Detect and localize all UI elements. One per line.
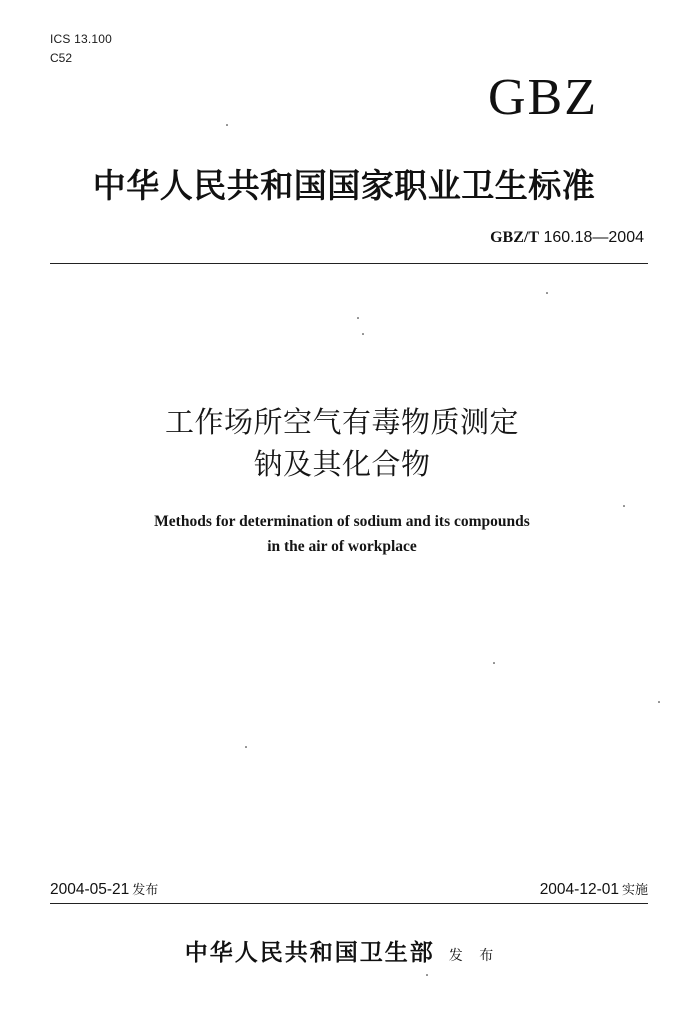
scan-speck bbox=[426, 974, 428, 976]
issuer-line bbox=[0, 938, 684, 971]
implementation-date bbox=[540, 880, 648, 901]
scan-speck bbox=[245, 746, 247, 748]
issuer-action: 发 布 bbox=[448, 948, 500, 964]
chinese-title-line-1: 工作场所空气有毒物质测定 bbox=[164, 405, 519, 439]
scan-speck bbox=[623, 505, 625, 507]
issuer-name: 中华人民共和国卫生部 bbox=[184, 939, 435, 966]
ics-code: ICS 13.100 bbox=[50, 32, 113, 46]
classification-code: C52 bbox=[50, 51, 73, 65]
scan-speck bbox=[658, 701, 660, 703]
scan-speck bbox=[362, 333, 364, 335]
implementation-date-value: 2004-12-01 bbox=[539, 881, 619, 898]
top-divider bbox=[50, 263, 648, 264]
national-standard-title: 中华人民共和国国家职业卫生标准 bbox=[92, 166, 596, 205]
issue-date bbox=[50, 880, 158, 901]
issue-date-label: 发布 bbox=[132, 883, 159, 898]
implementation-date-label: 实施 bbox=[621, 883, 648, 898]
chinese-title-line-2: 钠及其化合物 bbox=[253, 447, 431, 481]
bottom-divider bbox=[50, 903, 648, 904]
english-title-line-1: Methods for determination of sodium and its compounds bbox=[154, 513, 530, 530]
standard-number bbox=[490, 228, 644, 248]
scan-speck bbox=[226, 124, 228, 126]
gbz-logo-text: GBZ bbox=[488, 69, 598, 126]
english-title-line-2: in the air of workplace bbox=[267, 538, 417, 555]
standard-number-prefix: GBZ/T bbox=[490, 229, 540, 246]
standard-number-value: 160.18—2004 bbox=[543, 229, 644, 246]
scan-speck bbox=[546, 292, 548, 294]
scan-speck bbox=[493, 662, 495, 664]
issue-date-value: 2004-05-21 bbox=[50, 881, 130, 898]
scan-speck bbox=[357, 317, 359, 319]
